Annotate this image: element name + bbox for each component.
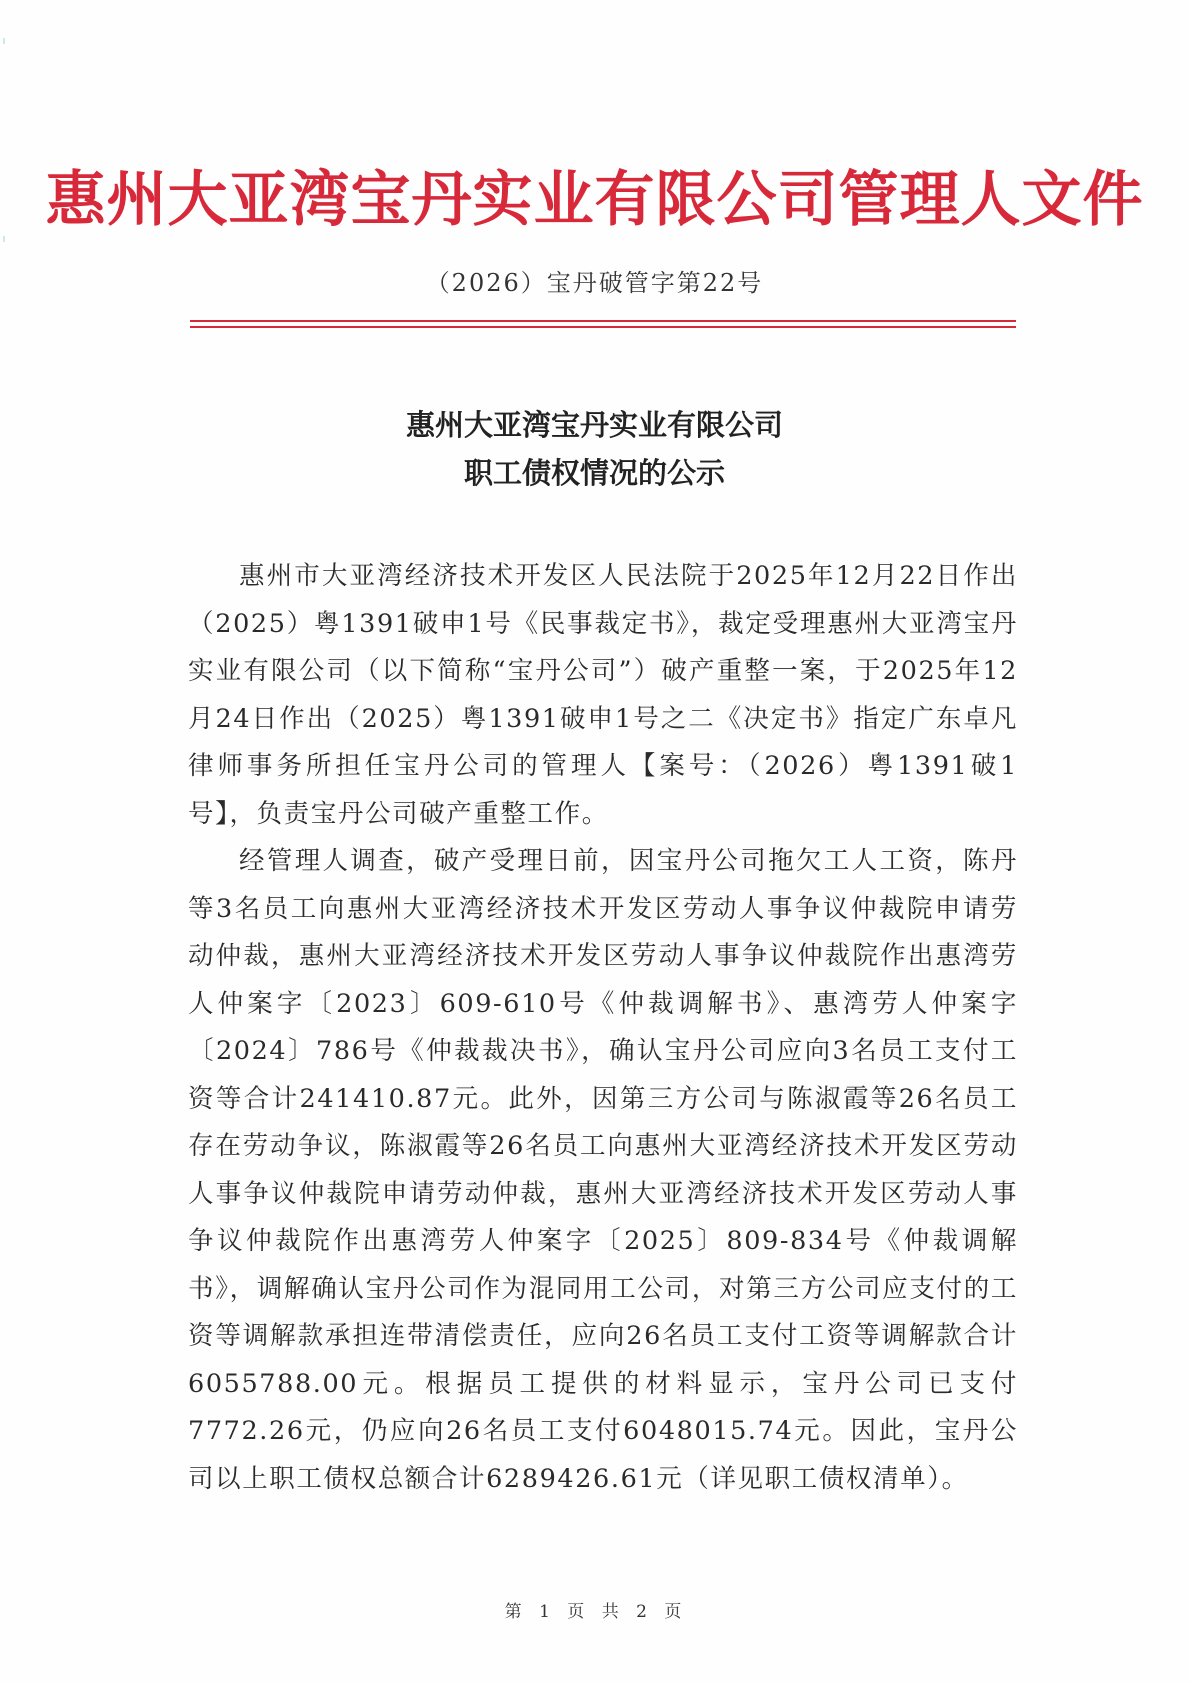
document-number: （2026）宝丹破管字第22号 [425, 269, 764, 297]
scan-artifact [3, 236, 5, 242]
scan-artifact [3, 38, 5, 44]
notice-title-line2: 职工债权情况的公示 [463, 456, 725, 490]
notice-title-line1: 惠州大亚湾宝丹实业有限公司 [405, 408, 783, 442]
notice-body [188, 553, 1018, 1503]
body-paragraph: 经管理人调查，破产受理日前，因宝丹公司拖欠工人工资，陈丹等3名员工向惠州大亚湾经济技术开发区劳动人事争议仲裁院申请劳动仲裁，惠州大亚湾经济技术开发区劳动人事争议仲裁院作出惠湾劳人仲案字〔2023〕609-610号《仲裁调解书》、惠湾劳人仲案字〔2024〕786号《仲裁裁决书》，确认宝丹公司应向3名员工支付工资等合计241410.87元。此外，因第三方公司与陈淑霞等26名员工存在劳动争议，陈淑霞等26名员工向惠州大亚湾经济技术开发区劳动人事争议仲裁院申请劳动仲裁，惠州大亚湾经济技术开发区劳动人事争议仲裁院作出惠湾劳人仲案字〔2025〕809-834号《仲裁调解书》，调解确认宝丹公司作为混同用工公司，对第三方公司应支付的工资等调解款承担连带清偿责任，应向26名员工支付工资等调解款合计6055788.00元。根据员工提供的材料显示，宝丹公司已支付7772.26元，仍应向26名员工支付6048015.74元。因此，宝丹公司以上职工债权总额合计6289426.61元（详见职工债权清单）。 [188, 846, 1018, 1494]
body-paragraph: 惠州市大亚湾经济技术开发区人民法院于2025年12月22日作出（2025）粤1391破申1号《民事裁定书》，裁定受理惠州大亚湾宝丹实业有限公司（以下简称“宝丹公司”）破产重整一案，于2025年12月24日作出（2025）粤1391破申1号之二《决定书》指定广东卓凡律师事务所担任宝丹公司的管理人【案号：（2026）粤1391破1号】，负责宝丹公司破产重整工作。 [188, 561, 1018, 829]
red-divider-bottom [190, 326, 1016, 328]
red-divider-top [190, 320, 1016, 322]
agency-title: 惠州大亚湾宝丹实业有限公司管理人文件 [45, 165, 1144, 235]
page-indicator: 第 1 页 共 2 页 [504, 1602, 685, 1622]
